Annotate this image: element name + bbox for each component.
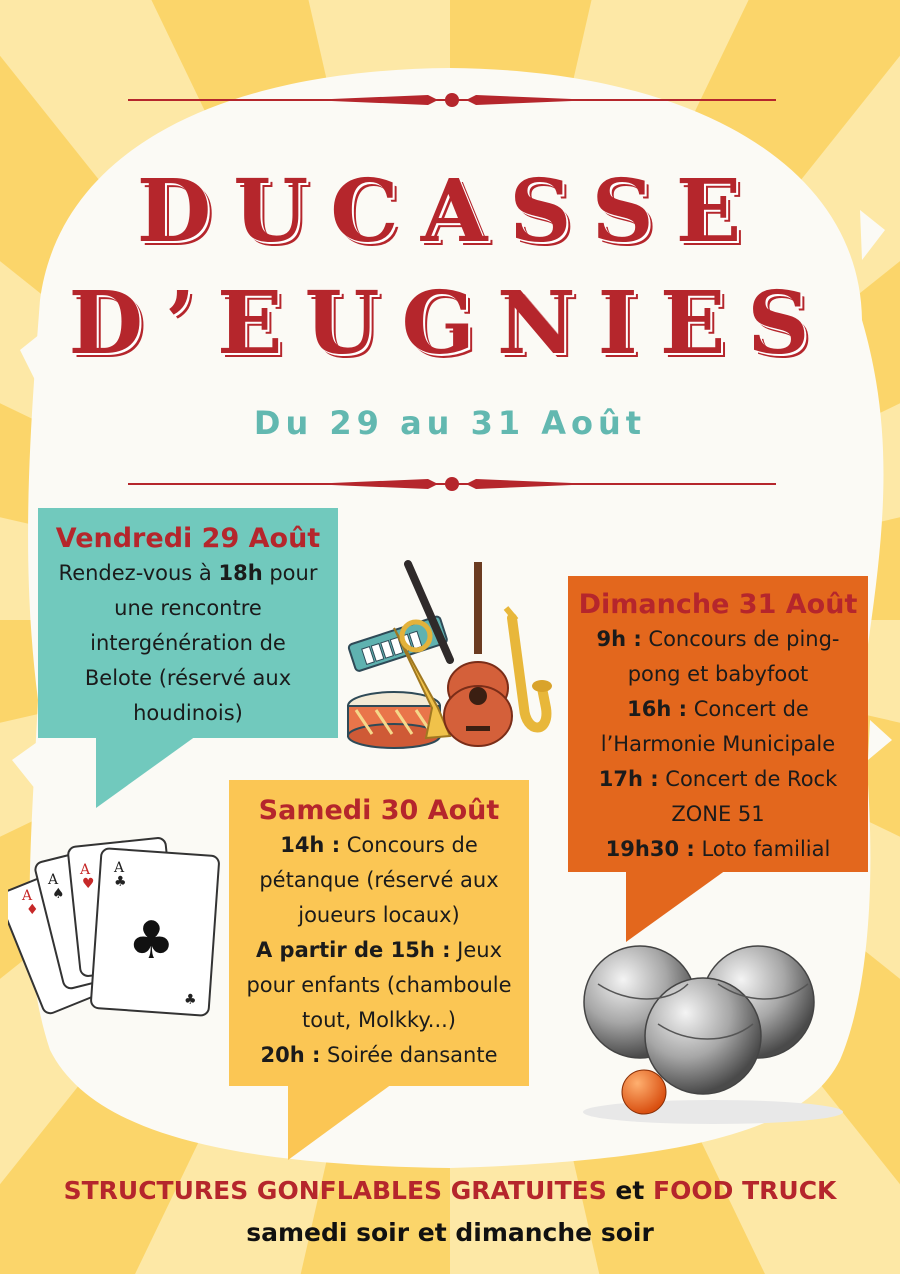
petanque-boules-illustration: [578, 944, 848, 1124]
sunday-line: 19h30 : Loto familial: [605, 837, 831, 861]
svg-text:♣: ♣: [184, 992, 197, 1008]
saturday-line: pour enfants (chamboule: [246, 973, 512, 997]
bottom-ornament-rule: [128, 477, 776, 491]
friday-line: Rendez-vous à 18h pour: [58, 561, 318, 585]
playing-cards-aces-illustration: [8, 822, 223, 1018]
sunday-line: pong et babyfoot: [627, 662, 809, 686]
sunday-line: 9h : Concours de ping-: [596, 627, 840, 651]
svg-text:A: A: [22, 888, 33, 904]
saturday-line: 14h : Concours de: [280, 833, 478, 857]
sunday-line: 17h : Concert de Rock: [598, 767, 838, 791]
svg-text:♣: ♣: [128, 911, 175, 971]
sunday-bubble-tail: [626, 870, 726, 942]
event-dates: Du 29 au 31 Août: [253, 404, 647, 442]
footer-headline: [0, 1176, 900, 1205]
svg-text:A: A: [80, 862, 91, 878]
friday-bubble: [38, 508, 338, 738]
footer-food-truck: FOOD TRUCK: [653, 1176, 837, 1205]
svg-text:♠: ♠: [52, 886, 65, 902]
sunday-line: l’Harmonie Municipale: [600, 732, 836, 756]
svg-text:♣: ♣: [114, 874, 127, 890]
friday-heading: Vendredi 29 Août: [55, 523, 321, 554]
svg-text:A: A: [114, 860, 125, 876]
friday-bubble-tail: [96, 736, 196, 808]
saturday-bubble: [229, 780, 529, 1086]
saturday-line: tout, Molkky...): [301, 1008, 456, 1032]
footer-inflatables: STRUCTURES GONFLABLES GRATUITES: [63, 1176, 607, 1205]
footer-schedule: samedi soir et dimanche soir: [246, 1218, 654, 1247]
footer-connector: et: [606, 1176, 654, 1205]
title-line-2: D’EUGNIES: [68, 273, 832, 374]
sunday-text: [568, 622, 868, 867]
friday-text: [38, 556, 338, 731]
saturday-line: joueurs locaux): [298, 903, 460, 927]
saturday-line: pétanque (réservé aux: [259, 868, 499, 892]
saturday-heading: Samedi 30 Août: [258, 795, 500, 826]
music-instruments-illustration: [346, 558, 556, 750]
saturday-line: 20h : Soirée dansante: [260, 1043, 498, 1067]
sunday-line: 16h : Concert de: [627, 697, 809, 721]
saturday-text: [229, 828, 529, 1073]
top-ornament-rule: [128, 93, 776, 107]
title-line-1: DUCASSE: [136, 161, 764, 262]
saturday-line: A partir de 15h : Jeux: [255, 938, 503, 962]
friday-line: houdinois): [133, 701, 243, 725]
friday-line: une rencontre: [114, 596, 262, 620]
friday-line: Belote (réservé aux: [84, 666, 292, 690]
svg-text:♥: ♥: [82, 876, 95, 892]
sunday-line: ZONE 51: [671, 802, 765, 826]
sunday-heading: Dimanche 31 Août: [578, 589, 858, 620]
friday-line: intergénération de: [90, 631, 286, 655]
saturday-bubble-tail: [288, 1084, 392, 1160]
sunday-bubble: [568, 576, 868, 872]
svg-text:♦: ♦: [26, 902, 39, 918]
svg-text:A: A: [48, 872, 59, 888]
